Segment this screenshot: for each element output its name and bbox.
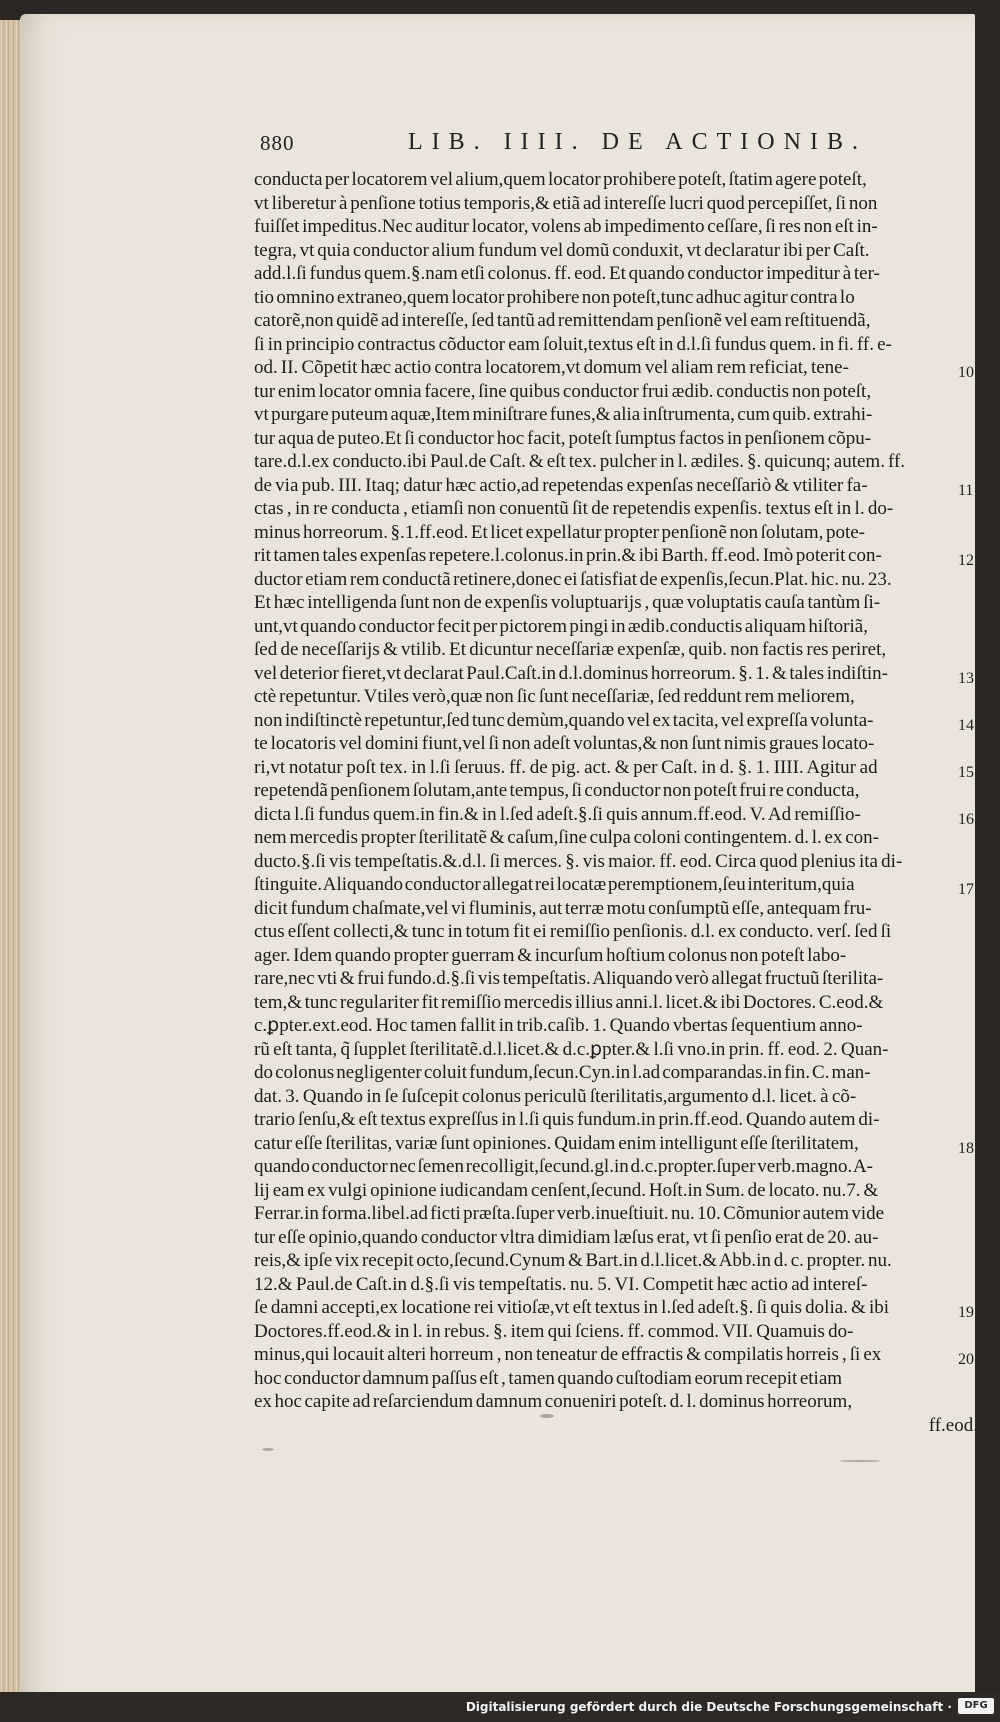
text-line: conducta per locatorem vel alium,quem locator prohibere poteſt, ſtatim agere poteſt, xyxy=(254,169,867,190)
text-line: tare.d.l.ex conducto.ibi Paul.de Caſt. & eſt tex. pulcher in l. ædiles. §. quicunq; autem. ff. xyxy=(254,451,906,472)
body-text xyxy=(254,168,978,1437)
text-line: vt purgare puteum aquæ,Item miniſtrare funes,& alia inſtrumenta, cum quib. extrahi- xyxy=(254,404,873,425)
text-line: ctè repetuntur. Vtiles verò,quæ non ſic ſunt neceſſariæ, ſed reddunt rem meliorem, xyxy=(254,686,855,707)
running-title: LIB. IIII. DE ACTIONIB. xyxy=(408,129,867,155)
text-line: nem mercedis propter ſterilitatẽ & caſum,ſine culpa coloni contingentem. d. l. ex con- xyxy=(254,827,879,848)
text-line: trario ſenſu,& eſt textus expreſſus in l.ſi quis fundum.in prin.ff.eod. Quando autem di- xyxy=(254,1109,880,1130)
margin-number: 12 xyxy=(958,552,974,569)
margin-number: 20 xyxy=(958,1351,974,1368)
text-line: c.ꝑpter.ext.eod. Hoc tamen fallit in trib.caſib. 1. Quando vbertas ſequentium anno- xyxy=(254,1015,863,1036)
margin-number: 13 xyxy=(958,669,974,687)
text-line: tio omnino extraneo,quem locator prohibere non poteſt,tunc adhuc agitur contra lo xyxy=(254,286,855,308)
running-head xyxy=(260,131,960,165)
text-line: ager. Idem quando propter guerram & incurſum hoſtium colonus non poteſt labo- xyxy=(254,944,847,966)
text-line: reis,& ipſe vix recepit octo,ſecund.Cynum & Bart.in d.l.licet.& Abb.in d. c. propter. nu. xyxy=(254,1250,892,1271)
margin-number: 11 xyxy=(958,481,974,499)
margin-number: 18 xyxy=(958,1139,974,1157)
text-line: ducto.§.ſi vis tempeſtatis.&.d.l. ſi merces. §. vis maior. ff. eod. Circa quod plenius ita di- xyxy=(254,850,903,872)
text-line: ctus eſſent collecti,& tunc in totum fit ei remiſſio penſionis. d.l. ex conducto. verſ. ſed ſi xyxy=(254,921,892,942)
text-line: minus horreorum. §.1.ff.eod. Et licet expellatur propter penſionẽ non ſolutam, pote- xyxy=(254,521,865,543)
margin-number: 14 xyxy=(958,716,974,734)
text-line: hoc conductor damnum paſſus eſt , tamen quando cuſtodiam eorum recepit etiam xyxy=(254,1367,843,1389)
margin-number: 10 xyxy=(958,364,974,381)
text-line: rare,nec vti & frui fundo.d.§.ſi vis tempeſtatis. Aliquando verò allegat fructuũ ſterilita- xyxy=(254,968,884,989)
margin-number: 16 xyxy=(958,810,974,828)
text-line: Doctores.ff.eod.& in l. in rebus. §. item qui ſciens. ff. commod. VII. Quamuis do- xyxy=(254,1320,854,1342)
text-line: tur eſſe opinio,quando conductor vltra dimidiam læſus erat, vt ſi penſio erat de 20. au- xyxy=(254,1226,879,1248)
text-line: ſtinguite. Aliquando conductor allegat rei locatæ peremptionem,ſeu interitum,quia xyxy=(254,874,855,895)
text-line: tegra, vt quia conductor alium fundum vel domũ conduxit, vt declaratur ibi per Caſt. xyxy=(254,239,870,261)
text-line: dicit fundum chaſmate,vel vi fluminis, aut terræ motu conſumptũ eſſe, antequam fru- xyxy=(254,897,872,919)
text-line: vt liberetur à penſione totius temporis,& etiã ad intereſſe lucri quod percepiſſet, ſi non xyxy=(254,192,878,214)
text-line: non indiſtinctè repetuntur,ſed tunc demùm,quando vel ex tacita, vel expreſſa volunta- xyxy=(254,709,874,731)
text-line: dat. 3. Quando in ſe ſuſcepit colonus periculũ ſterilitatis,argumento d.l. licet. à cõ- xyxy=(254,1085,857,1107)
text-line: do colonus negligenter coluit fundum,ſecun.Cyn.in l.ad comparandas.in fin. C. man- xyxy=(254,1062,871,1083)
ink-speck xyxy=(840,1460,880,1462)
text-line: dicta l.ſi fundus quem.in fin.& in l.ſed adeſt.§.ſi quis annum.ff.eod. V. Ad remiſſio- xyxy=(254,803,861,825)
text-line: ſi in principio contractus cõductor eam ſoluit,textus eſt in d.l.ſi fundus quem. in fi. ff. e- xyxy=(254,333,892,355)
text-line: tem,& tunc regulariter fit remiſſio mercedis illius anni.l. licet.& ibi Doctores. C.eod.& xyxy=(254,991,884,1013)
text-line: tur enim locator omnia facere, ſine quibus conductor frui ædib. conductis non poteſt, xyxy=(254,380,872,402)
text-line: catur eſſe ſterilitas, variæ ſunt opiniones. Quidam enim intelligunt eſſe ſterilitatem, xyxy=(254,1132,859,1154)
text-line: ff.eod. xyxy=(928,1414,978,1436)
margin-number: 17 xyxy=(958,881,974,898)
page-number: 880 xyxy=(260,131,295,155)
text-line: te locatoris vel domini fiunt,vel ſi non adeſt voluntas,& non ſunt nimis graues locato- xyxy=(254,733,875,754)
footer-credit: Digitalisierung gefördert durch die Deutsche Forschungsgemeinschaft · xyxy=(465,1700,952,1714)
margin-number: 15 xyxy=(958,763,974,781)
text-line: unt,vt quando conductor fecit per pictorem pingi in ædib.conductis aliquam hiſtoriã, xyxy=(254,615,868,637)
ink-speck xyxy=(262,1448,274,1451)
text-line: ctas , in re conducta , etiamſi non conuentũ ſit de repetendis expenſis. textus eſt in l. do- xyxy=(254,498,894,519)
text-line: minus,qui locauit alteri horreum , non teneatur de effractis & compilatis horreis , ſi ex xyxy=(254,1344,882,1365)
text-line: quando conductor nec ſemen recolligit,ſecund.gl.in d.c.propter.ſuper verb.magno. A- xyxy=(254,1156,873,1177)
text-line: Et hæc intelligenda ſunt non de expenſis voluptuarijs , quæ voluptatis cauſa tantùm ſi- xyxy=(254,592,881,613)
text-line: ri,vt notatur poſt tex. in l.ſi ſeruus. ff. de pig. act. & per Caſt. in d. §. 1. IIII. Agitur ad xyxy=(254,756,878,778)
text-line: tur aqua de puteo.Et ſi conductor hoc facit, poteſt ſumptus factos in penſionem cõpu- xyxy=(254,427,872,449)
text-line: ductor etiam rem conductã retinere,donec ei ſatisfiat de expenſis,ſecun.Plat. hic. nu. 23. xyxy=(254,568,892,590)
text-line: rũ eſt tanta, q̃ ſupplet ſterilitatẽ.d.l.licet.& d.c.ꝑpter.& l.ſi vno.in prin. ff. eod. 2. Quan- xyxy=(254,1038,889,1060)
text-line: vel deterior fieret,vt declarat Paul.Caſt.in d.l.dominus horreorum. §. 1. & tales indiſtin- xyxy=(254,662,888,684)
ink-speck xyxy=(540,1414,554,1418)
text-line: lij eam ex vulgi opinione iudicandam cenſent,ſecund. Hoſt.in Sum. de locato. nu.7. & xyxy=(254,1179,879,1201)
text-line: de via pub. III. Itaq; datur hæc actio,ad repetendas expenſas neceſſariò & vtiliter fa- xyxy=(254,474,868,496)
text-line: od. II. Cõpetit hæc actio contra locatorem,vt domum vel aliam rem reficiat, tene- xyxy=(254,357,849,378)
margin-number: 19 xyxy=(958,1304,974,1321)
text-line: Ferrar.in forma.libel.ad ficti præſta.ſuper verb.inueſtiuit. nu. 10. Cõmunior autem vide xyxy=(254,1203,885,1224)
digitization-footer xyxy=(0,1692,1000,1722)
text-line: ſed de neceſſarijs & vtilib. Et dicuntur neceſſariæ expenſæ, quib. non factis res periret, xyxy=(254,639,887,660)
text-line: add.l.ſi fundus quem.§.nam etſi colonus. ff. eod. Et quando conductor impeditur à ter- xyxy=(254,263,880,284)
text-line: catorẽ,non quidẽ ad intereſſe, ſed tantũ ad remittendam penſionẽ vel eam reſtituendã, xyxy=(254,310,871,331)
text-line: fuiſſet impeditus.Nec auditur locator, volens ab impedimento ceſſare, ſi res non eſt in- xyxy=(254,216,878,237)
dfg-logo: DFG xyxy=(958,1698,994,1714)
text-line: 12.& Paul.de Caſt.in d.§.ſi vis tempeſtatis. nu. 5. VI. Competit hæc actio ad intereſ- xyxy=(254,1273,868,1295)
text-line: rit tamen tales expenſas repetere.l.colonus.in prin.& ibi Barth. ff.eod. Imò poterit con- xyxy=(254,545,882,566)
text-line: ex hoc capite ad reſarciendum damnum conueniri poteſt. d. l. dominus horreorum, xyxy=(254,1391,853,1412)
text-line: repetendã penſionem ſolutam,ante tempus, ſi conductor non poteſt frui re conducta, xyxy=(254,780,860,801)
text-line: ſe damni accepti,ex locatione rei vitioſæ,vt eſt textus in l.ſed adeſt.§. ſi quis dolia. & ibi xyxy=(254,1297,890,1318)
